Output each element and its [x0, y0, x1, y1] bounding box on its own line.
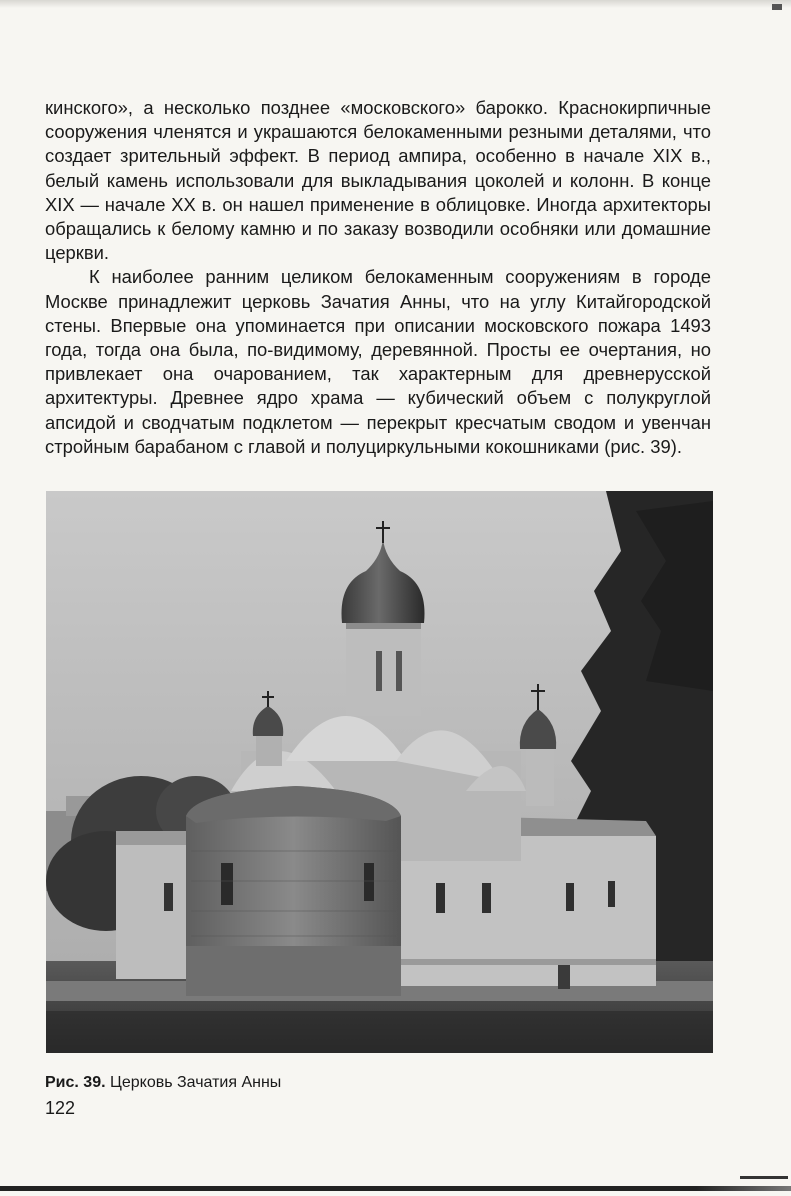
scan-edge-bottom-mark	[740, 1176, 788, 1179]
scan-edge	[0, 0, 791, 8]
church-photo-illustration	[46, 491, 713, 1053]
scan-edge-bottom	[0, 1186, 791, 1191]
figure-caption-text: Церковь Зачатия Анны	[110, 1074, 282, 1091]
figure-caption	[45, 1073, 281, 1093]
page-number: 122	[45, 1098, 76, 1118]
church-photo	[46, 491, 713, 1053]
paragraph-1: кинского», а несколько позднее «московского» барокко. Краснокирпичные сооружения членятся и украшаются белокаменными резными деталями, что создает зрительный эффект. В период ампира, особенно в начале XIX в., белый камень использовали для выкладывания цоколей и колонн. В конце XIX — начале XX в. он нашел применение в облицовке. Иногда архитекторы обращались к белому камню и по заказу возводили особняки или домашние церкви.	[45, 97, 711, 264]
body-text	[45, 96, 711, 459]
scan-mark	[772, 4, 782, 10]
paragraph-2: К наиболее ранним целиком белокаменным сооружениям в городе Москве принадлежит церковь Зачатия Анны, что на углу Китайгородской стены. Впервые она упоминается при описании московского пожара 1493 года, тогда она была, по-видимому, деревянной. Просты ее очертания, но привлекает она очарованием, так характерным для древнерусской архитектуры. Древнее ядро храма — кубический объем с полукруглой апсидой и сводчатым подклетом — перекрыт кресчатым сводом и увенчан стройным барабаном с главой и полуциркульными кокошниками (рис. 39).	[45, 266, 711, 457]
figure-label: Рис. 39.	[45, 1074, 106, 1091]
